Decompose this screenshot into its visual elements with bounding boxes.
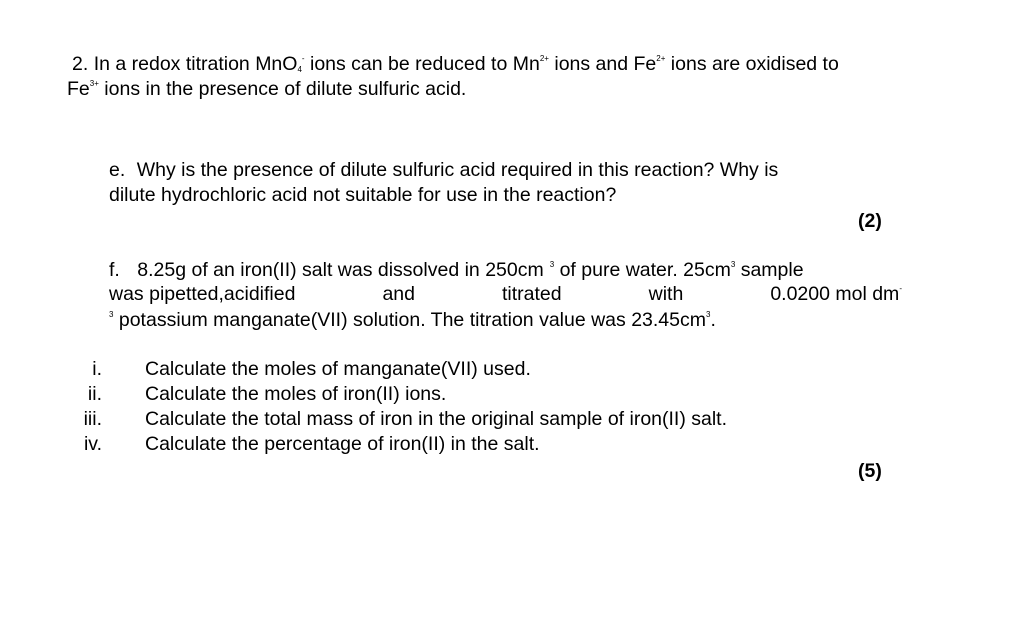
part-f-marks: (5) — [858, 460, 882, 482]
subq-numeral-2: ii. — [87, 383, 102, 405]
part-e-line-2: dilute hydrochloric acid not suitable for use in the reaction? — [109, 184, 617, 206]
subq-text-4: Calculate the percentage of iron(II) in the salt. — [145, 433, 540, 455]
part-f-line-2: was pipetted,acidified and titrated with 0.0200 mol dm- — [109, 283, 902, 305]
question-number: 2. — [72, 53, 89, 75]
part-f-line-1: f. 8.25g of an iron(II) salt was dissolved in 250cm $^3$ of pure water. $25cm^3$ sample — [109, 259, 804, 281]
subq-numeral-1: i. — [92, 358, 102, 380]
subq-text-3: Calculate the total mass of iron in the original sample of iron(II) salt. — [145, 408, 728, 430]
part-f-line-3: $^3$ potassium manganate(VII) solution. The titration value was $23.45cm^3$. — [109, 309, 716, 331]
subq-text-2: Calculate the moles of iron(II) ions. — [145, 383, 447, 405]
part-e-marks: (2) — [858, 210, 882, 232]
part-e-line-1: e. Why is the presence of dilute sulfuric acid required in this reaction? Why is — [109, 159, 779, 181]
question-stem-line-1: 2. In a redox titration MnO$_4$- ions can be reduced to $Mn^{2+}$ ions and $Fe^{2+}$ ions are oxidised to — [72, 53, 839, 75]
subq-numeral-4: iv. — [83, 433, 102, 455]
subq-text-1: Calculate the moles of manganate(VII) used. — [145, 358, 531, 380]
question-stem-line-2: $Fe^{3+}$ ions in the presence of dilute sulfuric acid. — [67, 78, 467, 100]
part-f-label: f. — [109, 259, 120, 281]
subq-numeral-3: iii. — [83, 408, 102, 430]
part-e-label: e. — [109, 159, 126, 181]
